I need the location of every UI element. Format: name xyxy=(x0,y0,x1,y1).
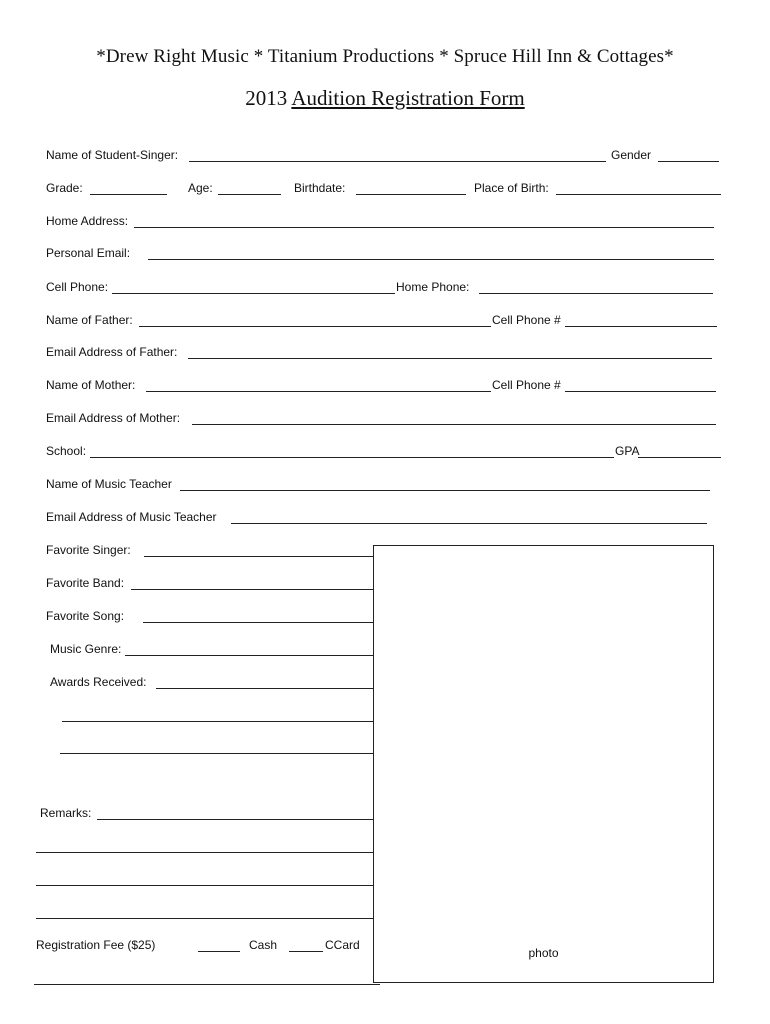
music-teacher-email-label: Email Address of Music Teacher xyxy=(46,510,217,524)
mother-email-label: Email Address of Mother: xyxy=(46,411,181,425)
father-cell-line[interactable] xyxy=(565,326,717,327)
mother-cell-line[interactable] xyxy=(565,391,716,392)
favorite-band-line[interactable] xyxy=(131,589,373,590)
form-year: 2013 xyxy=(245,86,288,110)
mother-cell-label: Cell Phone # xyxy=(492,378,561,392)
gpa-line[interactable] xyxy=(638,457,721,458)
music-teacher-label: Name of Music Teacher xyxy=(46,477,172,491)
remarks-label: Remarks: xyxy=(40,806,92,820)
student-name-line[interactable] xyxy=(189,161,606,162)
remarks-line-4[interactable] xyxy=(36,918,373,919)
sponsors-line: *Drew Right Music * Titanium Productions * Spruce Hill Inn & Cottages* xyxy=(96,46,674,67)
father-name-line[interactable] xyxy=(139,326,491,327)
cell-phone-label: Cell Phone: xyxy=(46,280,109,294)
music-genre-line[interactable] xyxy=(125,655,373,656)
personal-email-label: Personal Email: xyxy=(46,246,131,260)
home-address-line[interactable] xyxy=(134,227,714,228)
awards-line-2[interactable] xyxy=(62,721,373,722)
photo-box[interactable] xyxy=(373,545,714,983)
birthdate-line[interactable] xyxy=(356,194,466,195)
grade-label: Grade: xyxy=(46,181,83,195)
form-title xyxy=(0,86,770,111)
school-label: School: xyxy=(46,444,87,458)
cell-phone-line[interactable] xyxy=(112,293,395,294)
favorite-song-label: Favorite Song: xyxy=(46,609,125,623)
personal-email-line[interactable] xyxy=(148,259,714,260)
cash-label: Cash xyxy=(249,938,278,952)
birthdate-label: Birthdate: xyxy=(294,181,346,195)
father-email-label: Email Address of Father: xyxy=(46,345,178,359)
awards-label: Awards Received: xyxy=(50,675,147,689)
age-label: Age: xyxy=(188,181,213,195)
favorite-band-label: Favorite Band: xyxy=(46,576,125,590)
awards-line-1[interactable] xyxy=(156,688,373,689)
gender-line[interactable] xyxy=(658,161,719,162)
gpa-label: GPA xyxy=(615,444,640,458)
place-of-birth-line[interactable] xyxy=(556,194,721,195)
awards-line-3[interactable] xyxy=(60,753,373,754)
favorite-singer-line[interactable] xyxy=(144,556,373,557)
registration-fee-label: Registration Fee ($25) xyxy=(36,938,156,952)
cash-line[interactable] xyxy=(198,951,240,952)
place-of-birth-label: Place of Birth: xyxy=(474,181,549,195)
bottom-signature-line[interactable] xyxy=(34,984,380,985)
father-name-label: Name of Father: xyxy=(46,313,133,327)
ccard-label: CCard xyxy=(325,938,360,952)
mother-name-line[interactable] xyxy=(146,391,491,392)
mother-name-label: Name of Mother: xyxy=(46,378,136,392)
remarks-line-3[interactable] xyxy=(36,885,373,886)
remarks-line-2[interactable] xyxy=(36,852,373,853)
home-phone-label: Home Phone: xyxy=(396,280,470,294)
form-title-text: Audition Registration Form xyxy=(291,86,525,110)
ccard-line[interactable] xyxy=(289,951,323,952)
grade-line[interactable] xyxy=(90,194,167,195)
age-line[interactable] xyxy=(218,194,281,195)
home-address-label: Home Address: xyxy=(46,214,129,228)
remarks-line-1[interactable] xyxy=(97,819,373,820)
music-teacher-email-line[interactable] xyxy=(231,523,707,524)
father-email-line[interactable] xyxy=(188,358,712,359)
music-teacher-line[interactable] xyxy=(180,490,710,491)
student-name-label: Name of Student-Singer: xyxy=(46,148,179,162)
school-line[interactable] xyxy=(90,457,614,458)
gender-label: Gender xyxy=(611,148,652,162)
mother-email-line[interactable] xyxy=(192,424,716,425)
music-genre-label: Music Genre: xyxy=(50,642,122,656)
photo-label: photo xyxy=(528,946,559,960)
father-cell-label: Cell Phone # xyxy=(492,313,561,327)
favorite-singer-label: Favorite Singer: xyxy=(46,543,131,557)
home-phone-line[interactable] xyxy=(479,293,713,294)
favorite-song-line[interactable] xyxy=(143,622,373,623)
